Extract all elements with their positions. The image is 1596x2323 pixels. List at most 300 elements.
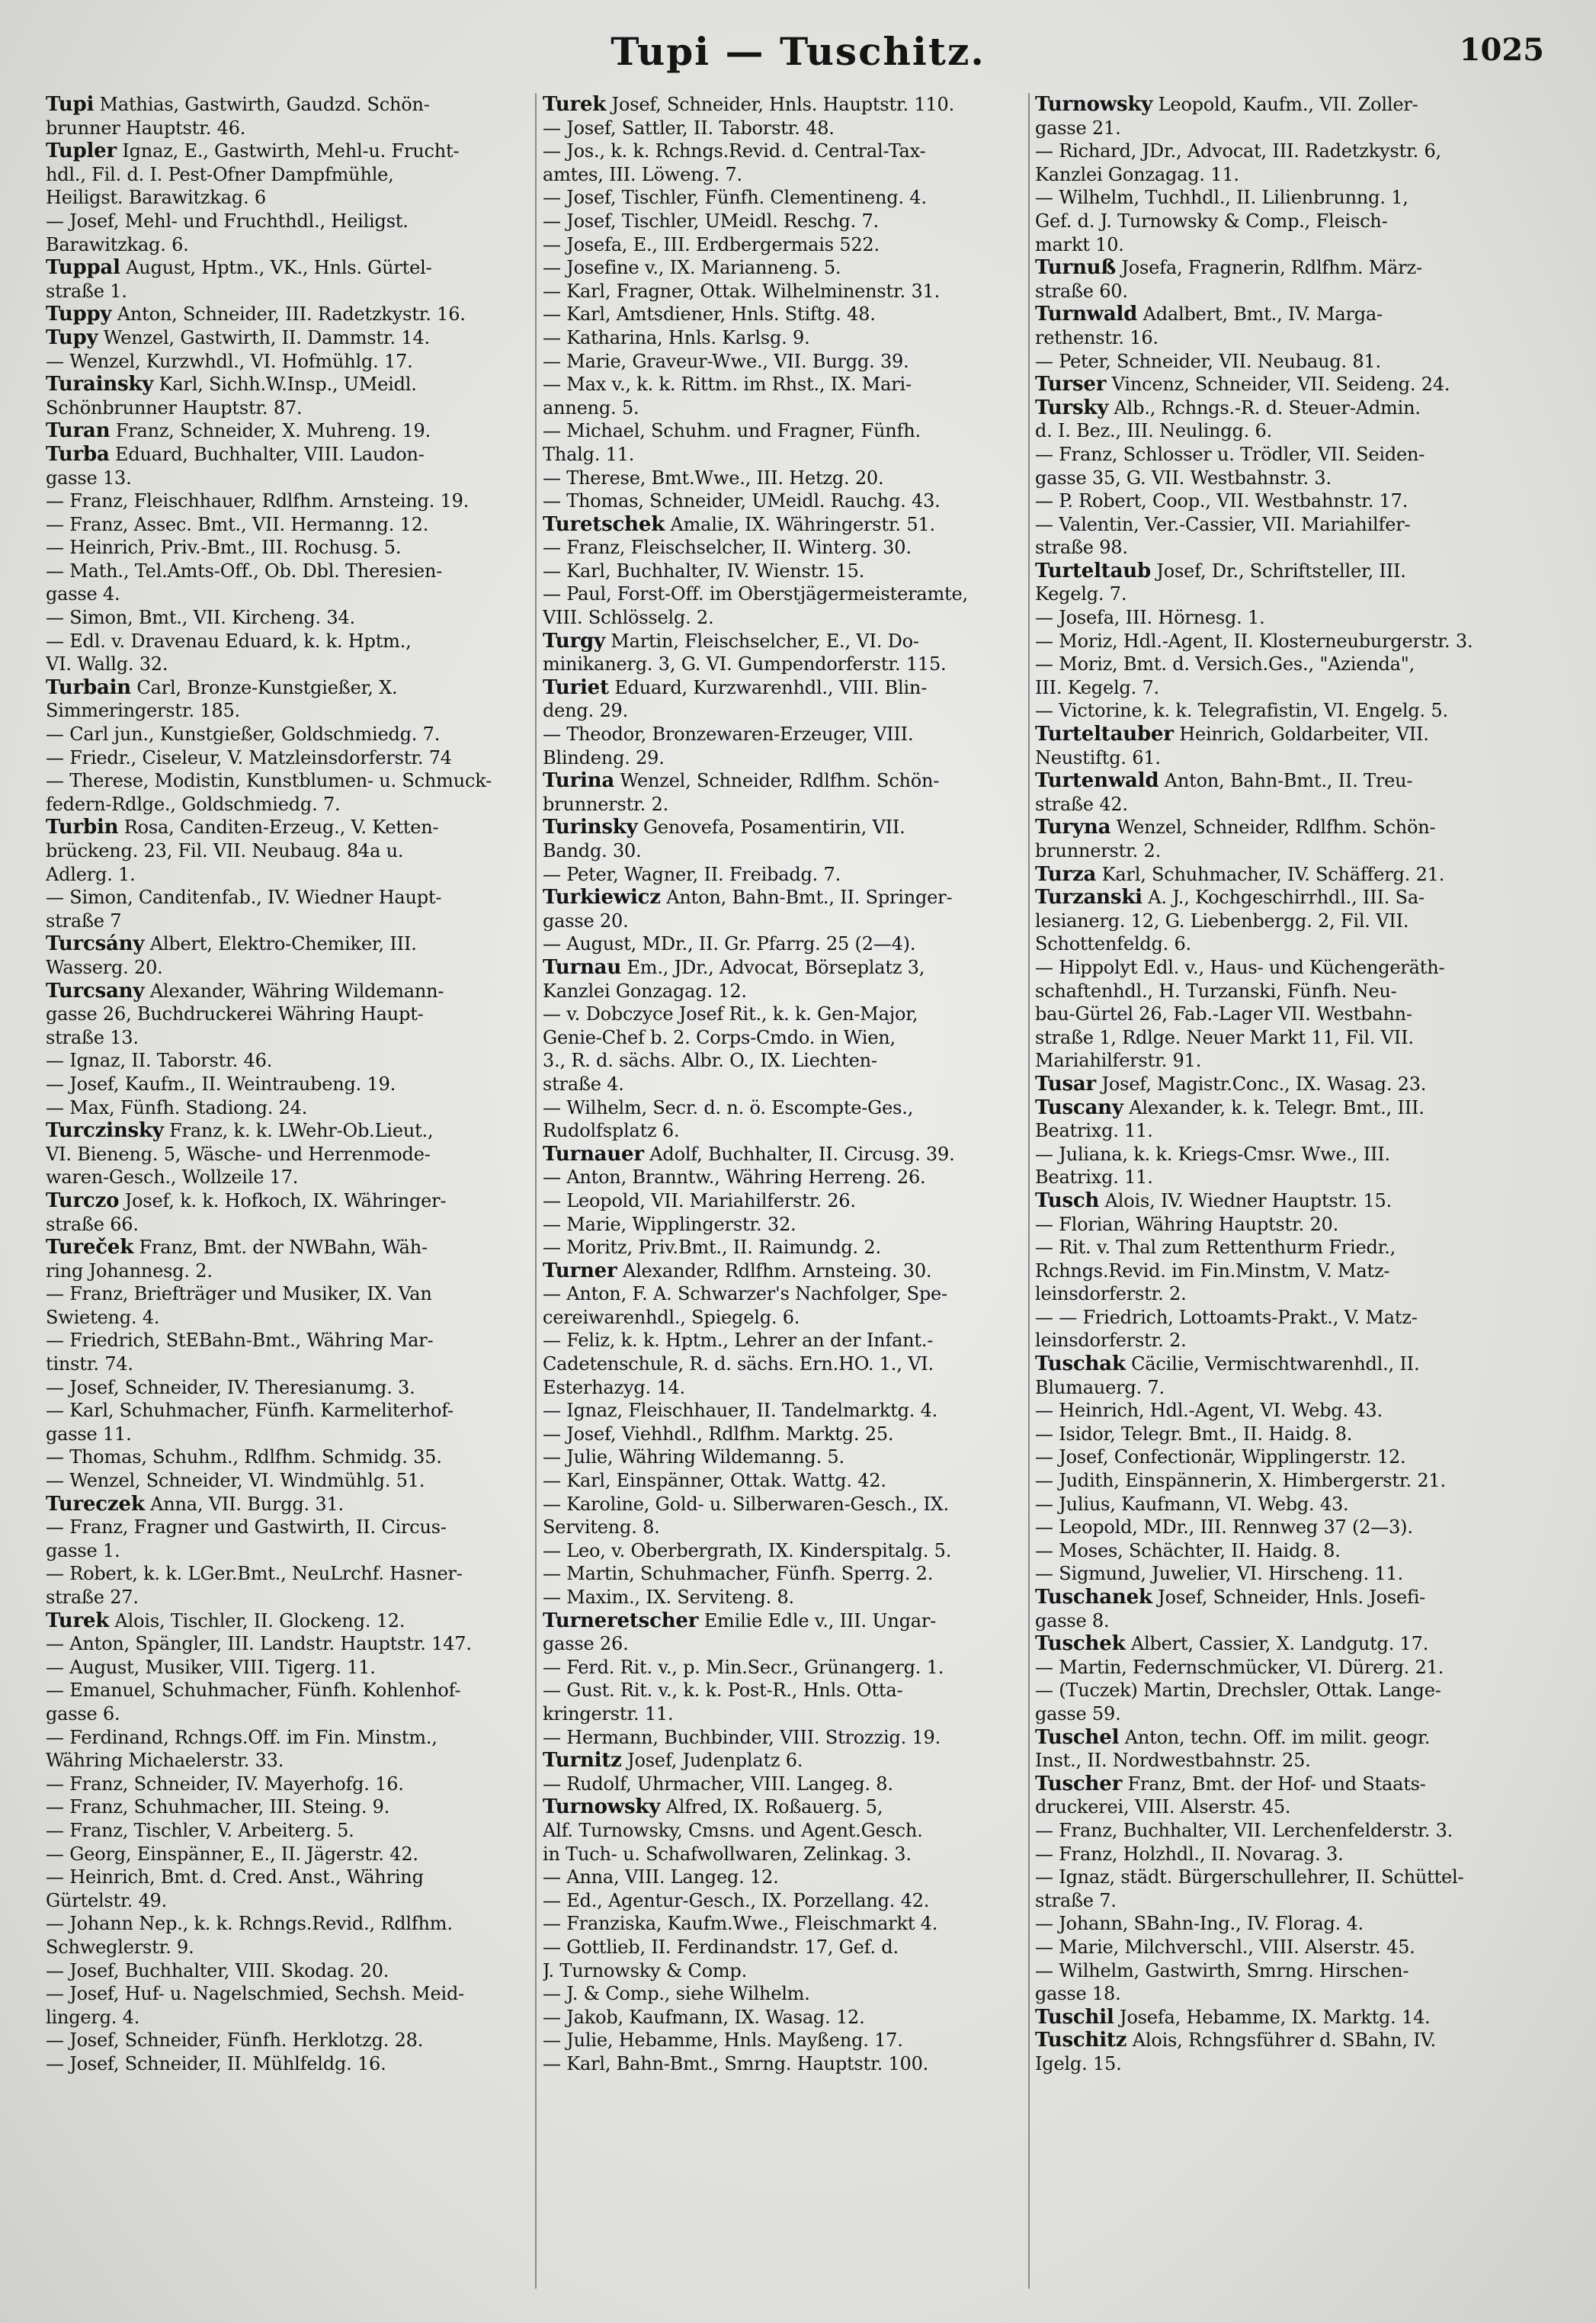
entry-text: hdl., Fil. d. I. Pest-Ofner Dampfmühle, — [46, 163, 394, 185]
directory-line — [1035, 816, 1527, 839]
directory-line — [1035, 1049, 1527, 1073]
directory-line — [1035, 536, 1527, 560]
entry-text: Alois, Tischler, II. Glockeng. 12. — [109, 1609, 405, 1632]
entry-text: minikanerg. 3, G. VI. Gumpendorferstr. 115. — [543, 653, 947, 675]
entry-text: — Valentin, Ver.-Cassier, VII. Mariahilfer- — [1035, 513, 1411, 535]
entry-text: Neustiftg. 61. — [1035, 746, 1161, 768]
entry-text: gasse 35, G. VII. Westbahnstr. 3. — [1035, 467, 1332, 489]
directory-line — [1035, 256, 1527, 280]
directory-line — [543, 793, 1034, 817]
directory-line — [543, 1982, 1034, 2006]
directory-line — [46, 1843, 537, 1866]
entry-text: — Friedr., Ciseleur, V. Matzleinsdorferstr. 74 — [46, 746, 452, 768]
surname-heading: Turcsány — [46, 932, 145, 956]
surname-heading: Tupler — [46, 140, 117, 163]
entry-text: Schönbrunner Hauptstr. 87. — [46, 396, 303, 419]
directory-line — [46, 1352, 537, 1376]
entry-text: straße 4. — [543, 1073, 624, 1095]
entry-text: — Martin, Federnschmücker, VI. Dürerg. 21. — [1035, 1656, 1444, 1678]
directory-line — [543, 910, 1034, 933]
directory-line — [543, 1096, 1034, 1120]
entry-text: — Leo, v. Oberbergrath, IX. Kinderspitalg. 5. — [543, 1539, 952, 1561]
entry-text: Anton, Bahn-Bmt., II. Springer- — [660, 887, 953, 909]
directory-line — [1035, 1236, 1527, 1259]
directory-line — [1035, 956, 1527, 980]
surname-heading: Turnowsky — [1035, 93, 1153, 116]
directory-line — [1035, 1026, 1527, 1050]
directory-line — [543, 1166, 1034, 1189]
entry-text: deng. 29. — [543, 700, 629, 722]
directory-line — [1035, 489, 1527, 513]
surname-heading: Turek — [46, 1609, 110, 1632]
entry-text: rethenstr. 16. — [1035, 326, 1159, 348]
directory-line — [543, 1469, 1034, 1493]
entry-text: Thalg. 11. — [543, 443, 635, 465]
directory-line — [543, 653, 1034, 676]
entry-text: — Heinrich, Priv.-Bmt., III. Rochusg. 5. — [46, 537, 402, 559]
entry-text: straße 13. — [46, 1026, 139, 1048]
entry-text: Josefa, Fragnerin, Rdlfhm. März- — [1115, 257, 1422, 279]
directory-line — [543, 1352, 1034, 1376]
directory-line — [543, 1445, 1034, 1469]
directory-line — [543, 513, 1034, 537]
directory-line — [1035, 1329, 1527, 1352]
entry-text: — Rit. v. Thal zum Rettenthurm Friedr., — [1035, 1237, 1396, 1259]
entry-text: Eduard, Buchhalter, VIII. Laudon- — [109, 443, 425, 465]
directory-line — [46, 1493, 537, 1516]
directory-line — [1035, 396, 1527, 420]
entry-text: Mathias, Gastwirth, Gaudzd. Schön- — [94, 94, 430, 115]
directory-line — [1035, 1982, 1527, 2006]
entry-text: — Peter, Wagner, II. Freibadg. 7. — [543, 863, 841, 885]
directory-line — [46, 980, 537, 1003]
entry-text: gasse 26. — [543, 1633, 629, 1655]
directory-line — [543, 863, 1034, 887]
entry-text: Simmeringerstr. 185. — [46, 700, 240, 722]
surname-heading: Turba — [46, 442, 110, 466]
directory-line — [543, 117, 1034, 140]
entry-text: — Josef, Buchhalter, VIII. Skodag. 20. — [46, 1959, 389, 1981]
directory-line — [543, 1399, 1034, 1423]
entry-text: Wenzel, Schneider, Rdlfhm. Schön- — [1110, 817, 1436, 839]
directory-line — [46, 2029, 537, 2052]
entry-text: in Tuch- u. Schafwollwaren, Zelinkag. 3. — [543, 1843, 912, 1865]
directory-line — [543, 1843, 1034, 1866]
directory-line — [46, 1445, 537, 1469]
entry-text: Alb., Rchngs.-R. d. Steuer-Admin. — [1108, 396, 1421, 419]
entry-text: Rosa, Canditen-Erzeug., V. Ketten- — [118, 817, 439, 839]
entry-text: — Marie, Graveur-Wwe., VII. Burgg. 39. — [543, 350, 909, 372]
directory-line — [46, 1516, 537, 1539]
directory-line — [1035, 513, 1527, 537]
entry-text: — Paul, Forst-Off. im Oberstjägermeisteramte, — [543, 583, 968, 605]
entry-text: Gef. d. J. Turnowsky & Comp., Fleisch- — [1035, 210, 1388, 232]
entry-text: — Marie, Milchverschl., VIII. Alserstr. 45. — [1035, 1936, 1415, 1958]
entry-text: — Wilhelm, Gastwirth, Smrng. Hirschen- — [1035, 1959, 1409, 1981]
surname-heading: Tupi — [46, 93, 95, 116]
entry-text: markt 10. — [1035, 233, 1124, 255]
entry-text: Mariahilferstr. 91. — [1035, 1050, 1202, 1072]
entry-text: Währing Michaelerstr. 33. — [46, 1750, 284, 1772]
directory-line — [543, 1049, 1034, 1073]
entry-text: brunner Hauptstr. 46. — [46, 117, 246, 139]
entry-text: — Anton, Spängler, III. Landstr. Hauptstr. 147. — [46, 1633, 472, 1655]
directory-line — [46, 1236, 537, 1259]
directory-line — [46, 373, 537, 396]
entry-text: — — Friedrich, Lottoamts-Prakt., V. Matz- — [1035, 1306, 1418, 1328]
directory-line — [543, 396, 1034, 420]
entry-text: druckerei, VIII. Alserstr. 45. — [1035, 1796, 1291, 1818]
entry-text: — Marie, Wipplingerstr. 32. — [543, 1213, 796, 1235]
directory-line — [46, 233, 537, 257]
entry-text: — Theodor, Bronzewaren-Erzeuger, VIII. — [543, 724, 914, 746]
directory-line — [543, 233, 1034, 257]
directory-line — [46, 699, 537, 723]
directory-line — [1035, 910, 1527, 933]
entry-text: Leopold, Kaufm., VII. Zoller- — [1152, 94, 1418, 115]
directory-line — [543, 443, 1034, 467]
directory-line — [46, 140, 537, 163]
directory-line — [1035, 1445, 1527, 1469]
directory-line — [543, 1586, 1034, 1609]
directory-line — [46, 1889, 537, 1913]
directory-line — [46, 489, 537, 513]
directory-line — [1035, 93, 1527, 117]
entry-text: Barawitzkag. 6. — [46, 233, 189, 255]
entry-text: straße 27. — [46, 1587, 139, 1608]
directory-line — [1035, 1073, 1527, 1096]
directory-line — [46, 419, 537, 443]
entry-text: Genovefa, Posamentirin, VII. — [637, 817, 905, 839]
entry-text: — Karl, Bahn-Bmt., Smrng. Hauptstr. 100. — [543, 2052, 929, 2074]
directory-line — [46, 863, 537, 887]
surname-heading: Turnitz — [543, 1749, 622, 1773]
entry-text: — Rudolf, Uhrmacher, VIII. Langeg. 8. — [543, 1773, 893, 1795]
surname-heading: Turnowsky — [543, 1795, 661, 1819]
entry-text: — Anna, VIII. Langeg. 12. — [543, 1866, 779, 1888]
entry-text: — Florian, Währing Hauptstr. 20. — [1035, 1213, 1339, 1235]
entry-text: lingerg. 4. — [46, 2006, 140, 2028]
entry-text: gasse 4. — [46, 583, 120, 605]
entry-text: straße 1. — [46, 280, 127, 302]
directory-line — [543, 1539, 1034, 1563]
entry-text: — Josef, Tischler, Fünfh. Clementineng. 4. — [543, 187, 927, 209]
entry-text: Alexander, Rdlfhm. Arnsteing. 30. — [617, 1259, 932, 1282]
directory-line — [46, 1026, 537, 1050]
entry-text: A. J., Kochgeschirrhdl., III. Sa- — [1142, 887, 1425, 909]
entry-text: brückeng. 23, Fil. VII. Neubaug. 84a u. — [46, 840, 404, 861]
entry-text: Wenzel, Schneider, Rdlfhm. Schön- — [614, 770, 940, 792]
entry-text: — Max, Fünfh. Stadiong. 24. — [46, 1096, 308, 1118]
directory-line — [46, 630, 537, 653]
directory-line — [1035, 932, 1527, 956]
entry-text: — Josef, Schneider, IV. Theresianumg. 3. — [46, 1376, 415, 1398]
directory-line — [543, 1236, 1034, 1259]
entry-text: Schweglerstr. 9. — [46, 1936, 194, 1958]
directory-line — [543, 1189, 1034, 1213]
entry-text: Schottenfeldg. 6. — [1035, 933, 1191, 955]
entry-text: Beatrixg. 11. — [1035, 1120, 1153, 1142]
entry-text: — Franz, Schlosser u. Trödler, VII. Seiden- — [1035, 443, 1425, 465]
entry-text: J. Turnowsky & Comp. — [543, 1959, 748, 1981]
directory-line — [543, 1073, 1034, 1096]
entry-text: — Anton, Branntw., Währing Herreng. 26. — [543, 1166, 926, 1189]
entry-text: — Franz, Holzhdl., II. Novarag. 3. — [1035, 1843, 1344, 1865]
entry-text: — Josef, Sattler, II. Taborstr. 48. — [543, 117, 835, 139]
entry-text: — Julius, Kaufmann, VI. Webg. 43. — [1035, 1493, 1349, 1515]
directory-line — [1035, 1749, 1527, 1773]
directory-line — [543, 630, 1034, 653]
entry-text: gasse 8. — [1035, 1609, 1110, 1632]
directory-line — [46, 1539, 537, 1563]
directory-line — [543, 980, 1034, 1003]
entry-text: — Jos., k. k. Rchngs.Revid. d. Central-Tax- — [543, 140, 926, 162]
entry-text: bau-Gürtel 26, Fab.-Lager VII. Westbahn- — [1035, 1003, 1412, 1025]
entry-text: Cäcilie, Vermischtwarenhdl., II. — [1125, 1353, 1420, 1375]
surname-heading: Tusch — [1035, 1189, 1100, 1212]
directory-line — [543, 1143, 1034, 1166]
entry-text: gasse 1. — [46, 1539, 120, 1561]
surname-heading: Turek — [543, 93, 607, 116]
directory-line — [543, 1026, 1034, 1050]
directory-line — [46, 1376, 537, 1400]
entry-text: d. I. Bez., III. Neulingg. 6. — [1035, 420, 1272, 442]
directory-line — [1035, 1423, 1527, 1446]
entry-text: — Moriz, Hdl.-Agent, II. Klosterneuburgerstr. 3. — [1035, 630, 1473, 652]
directory-line — [46, 676, 537, 700]
entry-text: brunnerstr. 2. — [1035, 840, 1162, 861]
directory-line — [1035, 1632, 1527, 1656]
directory-line — [46, 1329, 537, 1352]
directory-line — [46, 1469, 537, 1493]
directory-line — [46, 1912, 537, 1936]
directory-line — [543, 699, 1034, 723]
directory-line — [1035, 1166, 1527, 1189]
entry-text: Josef, k. k. Hofkoch, IX. Währinger- — [119, 1189, 447, 1211]
directory-line — [1035, 1399, 1527, 1423]
surname-heading: Tuppy — [46, 303, 112, 326]
directory-line — [1035, 2006, 1527, 2029]
entry-text: Heinrich, Goldarbeiter, VII. — [1173, 724, 1429, 746]
entry-text: Franz, Bmt. der Hof- und Staats- — [1122, 1773, 1426, 1795]
directory-line — [1035, 560, 1527, 583]
directory-line — [543, 326, 1034, 350]
entry-text: — Emanuel, Schuhmacher, Fünfh. Kohlenhof- — [46, 1680, 461, 1702]
entry-text: tinstr. 74. — [46, 1353, 133, 1375]
entry-text: Wenzel, Gastwirth, II. Dammstr. 14. — [98, 326, 430, 348]
directory-line — [543, 1423, 1034, 1446]
entry-text: gasse 26, Buchdruckerei Währing Haupt- — [46, 1003, 424, 1025]
entry-text: Kanzlei Gonzagag. 12. — [543, 980, 747, 1002]
directory-line — [543, 373, 1034, 396]
entry-text: Anton, techn. Off. im milit. geogr. — [1119, 1726, 1431, 1748]
entry-text: — Karl, Schuhmacher, Fünfh. Karmeliterhof- — [46, 1400, 453, 1422]
entry-text: — Ignaz, II. Taborstr. 46. — [46, 1050, 273, 1072]
directory-line — [543, 1656, 1034, 1680]
entry-text: — Franz, Schuhmacher, III. Steing. 9. — [46, 1796, 390, 1818]
entry-text: brunnerstr. 2. — [543, 793, 669, 815]
directory-line — [1035, 793, 1527, 817]
directory-line — [46, 1562, 537, 1586]
directory-line — [46, 1049, 537, 1073]
entry-text: lesianerg. 12, G. Liebenbergg. 2, Fil. VII. — [1035, 910, 1409, 932]
entry-text: — Therese, Modistin, Kunstblumen- u. Schmuck- — [46, 770, 492, 792]
entry-text: Emilie Edle v., III. Ungar- — [698, 1609, 937, 1632]
surname-heading: Turyna — [1035, 816, 1111, 839]
directory-line — [1035, 1843, 1527, 1866]
entry-text: straße 1, Rdlge. Neuer Markt 11, Fil. VII. — [1035, 1026, 1414, 1048]
entry-text: Inst., II. Nordwestbahnstr. 25. — [1035, 1750, 1311, 1772]
directory-line — [1035, 1259, 1527, 1283]
directory-line — [543, 1773, 1034, 1796]
entry-text: — Josef, Viehhdl., Rdlfhm. Marktg. 25. — [543, 1423, 894, 1445]
entry-text: — Georg, Einspänner, E., II. Jägerstr. 42. — [46, 1843, 418, 1865]
directory-line — [46, 1213, 537, 1237]
directory-line — [543, 1003, 1034, 1026]
directory-line — [543, 186, 1034, 210]
surname-heading: Tuscher — [1035, 1772, 1123, 1795]
directory-line — [543, 93, 1034, 117]
entry-text: — Franz, Fragner und Gastwirth, II. Circus- — [46, 1516, 447, 1539]
directory-line — [1035, 1609, 1527, 1633]
entry-text: — Math., Tel.Amts-Off., Ob. Dbl. Theresien- — [46, 560, 443, 582]
directory-line — [1035, 676, 1527, 700]
page-number: 1025 — [1459, 32, 1544, 68]
directory-line — [543, 1912, 1034, 1936]
entry-text: Rchngs.Revid. im Fin.Minstm, V. Matz- — [1035, 1259, 1390, 1282]
entry-text: Igelg. 15. — [1035, 2052, 1122, 2074]
entry-text: — Thomas, Schneider, UMeidl. Rauchg. 43. — [543, 490, 941, 512]
entry-text: ring Johannesg. 2. — [46, 1259, 213, 1282]
entry-text: — Juliana, k. k. Kriegs-Cmsr. Wwe., III. — [1035, 1143, 1390, 1165]
entry-text: — Peter, Schneider, VII. Neubaug. 81. — [1035, 350, 1381, 372]
directory-line — [46, 1259, 537, 1283]
entry-text: — Josefa, III. Hörnesg. 1. — [1035, 607, 1265, 629]
directory-line — [543, 932, 1034, 956]
directory-line — [1035, 1959, 1527, 1983]
entry-text: — Simon, Bmt., VII. Kircheng. 34. — [46, 607, 355, 629]
directory-line — [543, 256, 1034, 280]
directory-line — [46, 163, 537, 187]
directory-line — [46, 1936, 537, 1959]
directory-line — [1035, 419, 1527, 443]
entry-text: Albert, Cassier, X. Landgutg. 17. — [1125, 1633, 1429, 1655]
entry-text: Swieteng. 4. — [46, 1306, 160, 1328]
entry-text: — Franz, Briefträger und Musiker, IX. Van — [46, 1283, 432, 1305]
surname-heading: Tuschil — [1035, 2005, 1114, 2029]
entry-text: — Heinrich, Bmt. d. Cred. Anst., Währing — [46, 1866, 424, 1888]
directory-line — [543, 1493, 1034, 1516]
entry-text: — Johann, SBahn-Ing., IV. Florag. 4. — [1035, 1913, 1364, 1935]
directory-line — [543, 1679, 1034, 1702]
entry-text: — Ed., Agentur-Gesch., IX. Porzellang. 42. — [543, 1889, 930, 1911]
entry-text: — Franz, Tischler, V. Arbeiterg. 5. — [46, 1819, 354, 1841]
entry-text: — Josef, Confectionär, Wipplingerstr. 12. — [1035, 1446, 1406, 1468]
directory-line — [543, 1959, 1034, 1983]
entry-text: Franz, Bmt. der NWBahn, Wäh- — [133, 1237, 428, 1259]
directory-line — [46, 1959, 537, 1983]
directory-line — [1035, 1773, 1527, 1796]
entry-text: — Josef, Schneider, II. Mühlfeldg. 16. — [46, 2052, 386, 2074]
directory-line — [1035, 653, 1527, 676]
directory-line — [1035, 582, 1527, 606]
entry-text: — Max v., k. k. Rittm. im Rhst., IX. Mari- — [543, 374, 912, 396]
directory-line — [46, 1143, 537, 1166]
entry-text: leinsdorferstr. 2. — [1035, 1330, 1187, 1352]
directory-line — [543, 606, 1034, 630]
entry-text: Heiligst. Barawitzkag. 6 — [46, 187, 266, 209]
directory-line — [543, 2052, 1034, 2076]
entry-text: — Wenzel, Schneider, VI. Windmühlg. 51. — [46, 1470, 425, 1492]
directory-line — [46, 1306, 537, 1330]
entry-text: leinsdorferstr. 2. — [1035, 1283, 1187, 1305]
directory-line — [46, 956, 537, 980]
directory-line — [46, 326, 537, 350]
surname-heading: Turinsky — [543, 816, 638, 839]
directory-line — [543, 769, 1034, 793]
directory-line — [46, 1866, 537, 1889]
entry-text: Josef, Magistr.Conc., IX. Wasag. 23. — [1096, 1073, 1427, 1095]
entry-text: — Victorine, k. k. Telegrafistin, VI. Engelg. 5. — [1035, 700, 1448, 722]
entry-text: Kanzlei Gonzagag. 11. — [1035, 163, 1239, 185]
directory-line — [543, 1119, 1034, 1143]
entry-text: — Josef, Mehl- und Fruchthdl., Heiligst. — [46, 210, 409, 232]
directory-line — [543, 1889, 1034, 1913]
directory-line — [543, 1866, 1034, 1889]
entry-text: Josef, Dr., Schriftsteller, III. — [1150, 560, 1406, 582]
directory-line — [46, 560, 537, 583]
entry-text: — Josef, Tischler, UMeidl. Reschg. 7. — [543, 210, 879, 232]
entry-text: — (Tuczek) Martin, Drechsler, Ottak. Lange- — [1035, 1680, 1441, 1702]
entry-text: Alf. Turnowsky, Cmsns. und Agent.Gesch. — [543, 1819, 923, 1841]
directory-line — [46, 769, 537, 793]
entry-text: — Ignaz, städt. Bürgerschullehrer, II. Schüttel- — [1035, 1866, 1464, 1888]
entry-text: straße 60. — [1035, 280, 1128, 302]
entry-text: gasse 13. — [46, 467, 132, 489]
entry-text: Rudolfsplatz 6. — [543, 1120, 680, 1142]
entry-text: — Karl, Buchhalter, IV. Wienstr. 15. — [543, 560, 865, 582]
directory-line — [543, 560, 1034, 583]
directory-line — [46, 2006, 537, 2029]
surname-heading: Turbain — [46, 675, 131, 699]
entry-text: VI. Bieneng. 5, Wäsche- und Herrenmode- — [46, 1143, 431, 1165]
entry-text: — Franz, Assec. Bmt., VII. Hermanng. 12. — [46, 513, 429, 535]
entry-text: Karl, Schuhmacher, IV. Schäfferg. 21. — [1096, 863, 1445, 885]
directory-line — [543, 816, 1034, 839]
entry-text: — August, MDr., II. Gr. Pfarrg. 25 (2—4). — [543, 933, 916, 955]
directory-line — [1035, 117, 1527, 140]
directory-line — [46, 536, 537, 560]
surname-heading: Turczo — [46, 1189, 120, 1212]
directory-line — [1035, 1143, 1527, 1166]
directory-line — [46, 396, 537, 420]
surname-heading: Turkiewicz — [543, 886, 661, 910]
directory-line — [1035, 1702, 1527, 1726]
directory-line — [46, 886, 537, 910]
entry-text: — Anton, F. A. Schwarzer's Nachfolger, Spe- — [543, 1283, 947, 1305]
directory-line — [46, 1795, 537, 1819]
entry-text: Amalie, IX. Währingerstr. 51. — [665, 513, 935, 535]
entry-text: — Josef, Schneider, Fünfh. Herklotzg. 28. — [46, 2029, 424, 2052]
directory-line — [543, 1329, 1034, 1352]
directory-line — [1035, 1493, 1527, 1516]
surname-heading: Turteltaub — [1035, 559, 1151, 582]
directory-line — [543, 210, 1034, 233]
directory-line — [543, 1749, 1034, 1773]
directory-line — [1035, 886, 1527, 910]
directory-line — [46, 513, 537, 537]
directory-line — [1035, 326, 1527, 350]
